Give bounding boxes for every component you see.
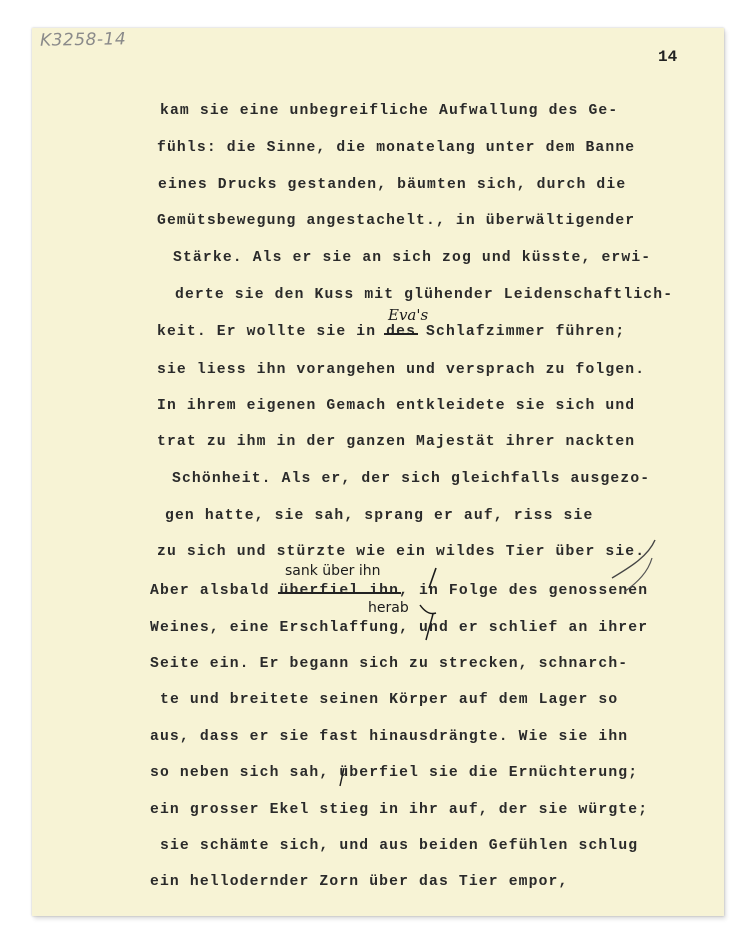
text-line-21: sie schämte sich, und aus beiden Gefühlen schlug <box>160 838 639 854</box>
struck-word: des <box>386 324 417 340</box>
text-line-16: Seite ein. Er begann sich zu strecken, schnarch- <box>150 656 629 672</box>
page-number: 14 <box>658 48 678 66</box>
handwritten-sank-ueber-ihn: sank über ihn <box>285 563 381 579</box>
text-line-5: Stärke. Als er sie an sich zog und küsste, erwi- <box>173 250 652 266</box>
text-line-13: zu sich und stürzte wie ein wildes Tier über sie. <box>157 544 646 560</box>
line-7-start: keit. Er wollte sie in <box>157 324 387 340</box>
insertion-caret-1 <box>429 568 436 588</box>
line-14-end: , in Folge des genossenen <box>399 583 649 599</box>
struck-phrase: überfiel ihn <box>279 583 400 599</box>
text-line-8: sie liess ihn vorangehen und versprach zu folgen. <box>157 362 646 378</box>
text-line-18: aus, dass er sie fast hinausdrängte. Wie sie ihn <box>150 729 629 745</box>
margin-stroke-1 <box>612 540 655 578</box>
text-line-19: so neben sich sah, überfiel sie die Ernüchterung; <box>150 765 639 781</box>
handwritten-herab: herab <box>368 600 409 616</box>
text-line-3: eines Drucks gestanden, bäumten sich, durch die <box>158 177 627 193</box>
text-line-1: kam sie eine unbegreifliche Aufwallung des Ge- <box>160 103 619 119</box>
line-7-end: Schlafzimmer führen; <box>416 324 626 340</box>
text-line-12: gen hatte, sie sah, sprang er auf, riss sie <box>165 508 594 524</box>
text-line-4: Gemütsbewegung angestachelt., in überwältigender <box>157 213 636 229</box>
text-line-2: fühls: die Sinne, die monatelang unter dem Banne <box>157 140 636 156</box>
text-line-6: derte sie den Kuss mit glühender Leidenschaftlich- <box>175 287 674 303</box>
text-line-10: trat zu ihm in der ganzen Majestät ihrer nackten <box>157 434 636 450</box>
comma-mark <box>340 768 344 786</box>
line-14-start: Aber alsbald <box>150 583 280 599</box>
handwritten-evas: Eva's <box>388 306 429 324</box>
text-line-15: Weines, eine Erschlaffung, und er schlief an ihrer <box>150 620 649 636</box>
insertion-caret-2 <box>426 614 433 640</box>
text-line-17: te und breitete seinen Körper auf dem Lager so <box>160 692 619 708</box>
archive-id: K3258-14 <box>39 29 127 51</box>
margin-stroke-2 <box>624 558 652 592</box>
text-line-9: In ihrem eigenen Gemach entkleidete sie sich und <box>157 398 636 414</box>
text-line-11: Schönheit. Als er, der sich gleichfalls ausgezo- <box>172 471 651 487</box>
text-line-20: ein grosser Ekel stieg in ihr auf, der sie würgte; <box>150 802 649 818</box>
text-line-22: ein hellodernder Zorn über das Tier empor, <box>150 874 569 890</box>
herab-loop <box>420 605 436 614</box>
